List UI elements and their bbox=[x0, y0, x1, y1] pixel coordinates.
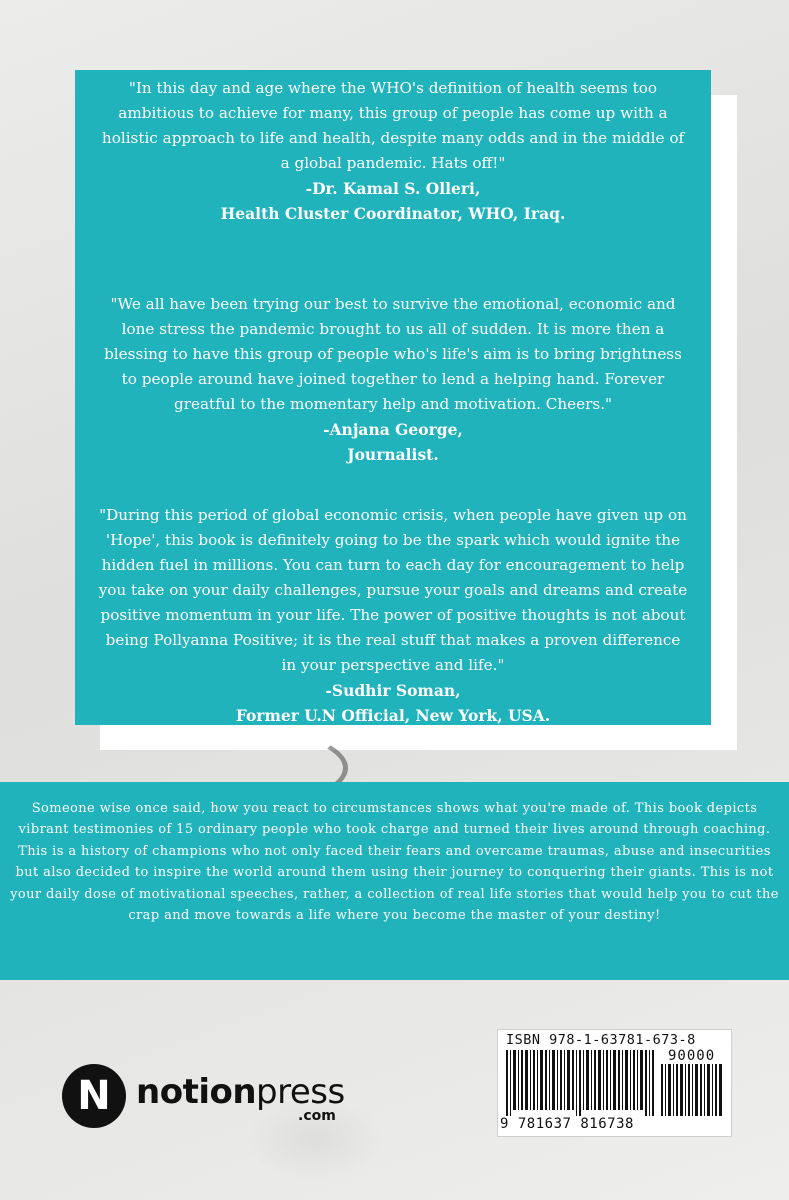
testimonial-quote: "During this period of global economic crisis, when people have given up on 'Hope', this book is definitely going to be the spark which would ignite the hidden fuel in millions. You can turn to each day for encouragement to help you take on your daily challenges, pursue your goals and dreams and create positive momentum in your life. The power of positive thoughts is not about being Pollyanna Positive; it is the real stuff that makes a proven difference in your perspective and life." bbox=[98, 506, 688, 674]
testimonial-3 bbox=[97, 503, 689, 728]
testimonial-author-title: Former U.N Official, New York, USA. bbox=[235, 706, 551, 725]
testimonial-author: -Sudhir Soman, bbox=[325, 681, 461, 700]
testimonial-2 bbox=[97, 292, 689, 467]
testimonial-author-title: Journalist. bbox=[347, 445, 439, 464]
book-blurb: Someone wise once said, how you react to circumstances shows what you're made of. This book depicts vibrant testimonies of 15 ordinary people who took charge and turned their lives around through coaching. This is a history of champions who not only faced their fears and overcame traumas, abuse and insecurities but also decided to inspire the world around them using their journey to conquering their giants. This is not your daily dose of motivational speeches, rather, a collection of real life stories that would help you to cut the crap and move towards a life where you become the master of your destiny! bbox=[10, 801, 779, 924]
book-blurb-band bbox=[0, 782, 789, 980]
isbn-barcode bbox=[497, 1029, 732, 1137]
testimonial-author-title: Health Cluster Coordinator, WHO, Iraq. bbox=[220, 204, 566, 223]
testimonial-author: -Anjana George, bbox=[323, 420, 463, 439]
testimonial-quote: "We all have been trying our best to survive the emotional, economic and lone stress the pandemic brought to us all of sudden. It is more then a blessing to have this group of people who's life's aim is to bring brightness to people around have joined together to lend a helping hand. Forever greatful to the momentary help and motivation. Cheers." bbox=[104, 295, 682, 413]
barcode-bars-icon bbox=[506, 1050, 656, 1116]
barcode-addon-number: 90000 bbox=[668, 1048, 716, 1064]
barcode-digits: 9 781637 816738 bbox=[500, 1116, 634, 1132]
publisher-domain: .com bbox=[298, 1108, 336, 1124]
testimonial-1 bbox=[97, 76, 689, 226]
testimonial-author: -Dr. Kamal S. Olleri, bbox=[305, 179, 481, 198]
publisher-name bbox=[136, 1072, 345, 1112]
publisher-name-bold: notion bbox=[136, 1072, 257, 1112]
testimonials-panel bbox=[75, 70, 711, 725]
isbn-label: ISBN 978-1-63781-673-8 bbox=[506, 1032, 696, 1048]
barcode-addon-bars-icon bbox=[661, 1064, 723, 1116]
testimonial-quote: "In this day and age where the WHO's definition of health seems too ambitious to achieve for many, this group of people has come up with a holistic approach to life and health, despite many odds and in the middle of a global pandemic. Hats off!" bbox=[101, 79, 685, 172]
publisher-name-light: press bbox=[256, 1072, 345, 1112]
publisher-logo bbox=[62, 1064, 362, 1128]
logo-letter: N bbox=[77, 1073, 111, 1119]
